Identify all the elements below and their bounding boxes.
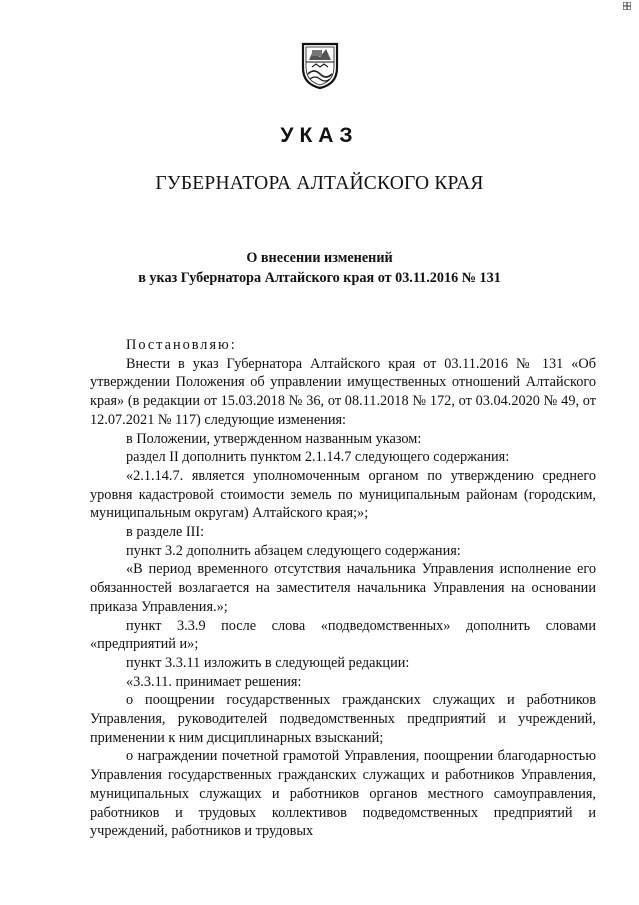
document-title: УКАЗ — [280, 124, 359, 147]
paragraph: пункт 3.3.11 изложить в следующей редакции: — [126, 654, 410, 671]
coat-of-arms-icon — [300, 40, 340, 90]
paragraph: в Положении, утвержденном названным указом: — [126, 430, 422, 447]
document-body — [90, 336, 596, 841]
paragraph: раздел II дополнить пунктом 2.1.14.7 следующего содержания: — [126, 449, 510, 466]
document-subtitle: ГУБЕРНАТОРА АЛТАЙСКОГО КРАЯ — [155, 173, 484, 194]
paragraph: «2.1.14.7. является уполномоченным органом по утверждению среднего уровня кадастровой стоимости земель по муниципальным районам (городским, муниципальным округам) Алтайского края;»; — [90, 467, 596, 522]
paragraph: «В период временного отсутствия начальника Управления исполнение его обязанностей возлагается на заместителя начальника Управления на основании приказа Управления.»; — [90, 561, 596, 615]
heading-line-1: О внесении изменений — [246, 250, 393, 266]
paragraph-preamble: Постановляю: — [126, 337, 237, 353]
paragraph: о награждении почетной грамотой Управления, поощрении благодарностью Управления государственных гражданских служащих и работников Управления, муниципальных служащих и работников органов местного самоуправления, работников и трудовых коллективов подведомственных предприятий и учреждений, работников и трудовых — [90, 748, 596, 840]
paragraph: пункт 3.3.9 после слова «подведомственных» дополнить словами «предприятий и»; — [90, 617, 596, 653]
heading-line-2: в указ Губернатора Алтайского края от 03.11.2016 № 131 — [138, 270, 501, 286]
paragraph: о поощрении государственных гражданских служащих и работников Управления, руководителей подведомственных предприятий и учреждений, применении к ним дисциплинарных взысканий; — [90, 692, 596, 746]
paragraph: пункт 3.2 дополнить абзацем следующего содержания: — [126, 542, 461, 559]
paragraph: в разделе III: — [126, 524, 205, 541]
corner-mark-icon — [623, 2, 631, 10]
paragraph: Внести в указ Губернатора Алтайского края от 03.11.2016 № 131 «Об утверждении Положения об управлении имущественных отношений Алтайского края» (в редакции от 15.03.2018 № 36, от 08.11.2018 № 172, от 03.04.2020 № 49, от 12.07.2021 № 117) следующие изменения: — [90, 355, 596, 428]
document-heading — [0, 248, 639, 288]
paragraph: «3.3.11. принимает решения: — [126, 673, 302, 690]
